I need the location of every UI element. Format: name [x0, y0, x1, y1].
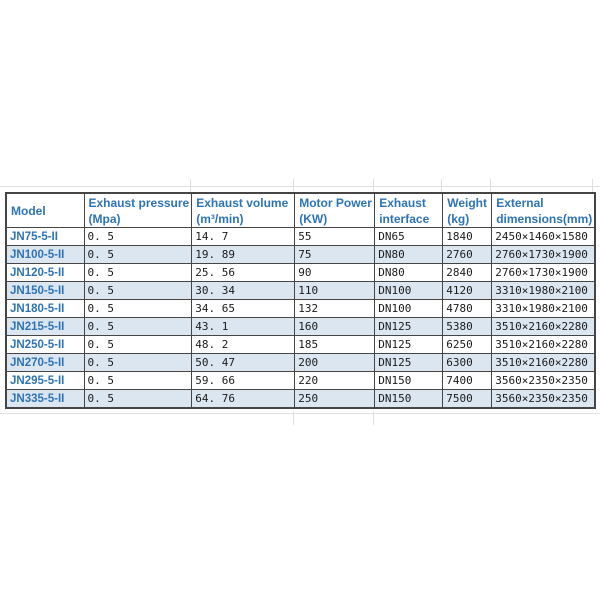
cell-exhaust_interface: DN80: [375, 246, 443, 264]
table-row: [6, 318, 595, 336]
header-line: interface: [379, 212, 430, 226]
cell-exhaust_volume: 48. 2: [192, 336, 295, 354]
header-line: Exhaust pressure: [88, 196, 190, 210]
cell-exhaust_pressure: 0. 5: [84, 390, 192, 409]
cell-exhaust_interface: DN125: [375, 318, 443, 336]
cell-weight: 4780: [443, 300, 492, 318]
table-row: [6, 390, 595, 409]
cell-exhaust_interface: DN125: [375, 336, 443, 354]
cell-external_dimensions: 3510×2160×2280: [492, 336, 596, 354]
cell-exhaust_volume: 14. 7: [192, 228, 295, 246]
cell-model: JN215-5-II: [6, 318, 84, 336]
cell-exhaust_interface: DN100: [375, 300, 443, 318]
column-header-weight: [443, 193, 492, 228]
cell-motor_power: 200: [295, 354, 375, 372]
column-header-motor_power: [295, 193, 375, 228]
cell-exhaust_volume: 25. 56: [192, 264, 295, 282]
cell-exhaust_interface: DN100: [375, 282, 443, 300]
cell-weight: 6300: [443, 354, 492, 372]
table-row: [6, 336, 595, 354]
header-line: Motor Power: [299, 196, 372, 210]
cell-motor_power: 185: [295, 336, 375, 354]
header-line: External: [496, 196, 544, 210]
cell-motor_power: 55: [295, 228, 375, 246]
gridline-artifact: [592, 179, 593, 192]
cell-model: JN335-5-II: [6, 390, 84, 409]
cell-model: JN120-5-II: [6, 264, 84, 282]
cell-external_dimensions: 2760×1730×1900: [492, 246, 596, 264]
table-row: [6, 282, 595, 300]
cell-external_dimensions: 3510×2160×2280: [492, 354, 596, 372]
cell-external_dimensions: 3310×1980×2100: [492, 300, 596, 318]
cell-motor_power: 220: [295, 372, 375, 390]
header-line: (m³/min): [196, 212, 244, 226]
cell-external_dimensions: 3560×2350×2350: [492, 372, 596, 390]
table-row: [6, 354, 595, 372]
cell-exhaust_pressure: 0. 5: [84, 228, 192, 246]
cell-external_dimensions: 3510×2160×2280: [492, 318, 596, 336]
cell-exhaust_interface: DN150: [375, 390, 443, 409]
cell-weight: 2760: [443, 246, 492, 264]
gridline-artifact: [441, 179, 442, 192]
cell-weight: 5380: [443, 318, 492, 336]
header-line: Model: [11, 203, 46, 218]
table-row: [6, 300, 595, 318]
table-body: [6, 228, 595, 409]
gridline-artifact: [373, 179, 374, 192]
header-line: dimensions(mm): [496, 212, 593, 226]
gridline-artifact: [373, 411, 374, 425]
cell-model: JN75-5-II: [6, 228, 84, 246]
cell-motor_power: 90: [295, 264, 375, 282]
cell-exhaust_volume: 34. 65: [192, 300, 295, 318]
cell-weight: 7500: [443, 390, 492, 409]
table-header: [6, 193, 595, 228]
cell-weight: 2840: [443, 264, 492, 282]
table-row: [6, 372, 595, 390]
cell-exhaust_pressure: 0. 5: [84, 282, 192, 300]
header-line: (Mpa): [88, 212, 121, 226]
cell-model: JN295-5-II: [6, 372, 84, 390]
cell-motor_power: 160: [295, 318, 375, 336]
header-line: Exhaust: [379, 196, 426, 210]
header-line: Exhaust volume: [196, 196, 289, 210]
cell-motor_power: 75: [295, 246, 375, 264]
cell-exhaust_pressure: 0. 5: [84, 336, 192, 354]
header-line: (KW): [299, 212, 328, 226]
spec-table: [5, 192, 596, 409]
gridline-artifact: [293, 179, 294, 192]
cell-weight: 7400: [443, 372, 492, 390]
cell-motor_power: 250: [295, 390, 375, 409]
gridline-artifact: [0, 186, 600, 187]
column-header-model: [6, 193, 84, 228]
cell-model: JN100-5-II: [6, 246, 84, 264]
cell-exhaust_volume: 30. 34: [192, 282, 295, 300]
cell-exhaust_pressure: 0. 5: [84, 318, 192, 336]
header-line: Weight: [447, 196, 487, 210]
cell-exhaust_pressure: 0. 5: [84, 246, 192, 264]
column-header-exhaust_interface: [375, 193, 443, 228]
cell-external_dimensions: 3560×2350×2350: [492, 390, 596, 409]
cell-weight: 4120: [443, 282, 492, 300]
cell-model: JN250-5-II: [6, 336, 84, 354]
cell-exhaust_pressure: 0. 5: [84, 354, 192, 372]
table-row: [6, 228, 595, 246]
gridline-artifact: [0, 413, 600, 414]
cell-exhaust_pressure: 0. 5: [84, 372, 192, 390]
gridline-artifact: [490, 179, 491, 192]
cell-external_dimensions: 2450×1460×1580: [492, 228, 596, 246]
cell-motor_power: 132: [295, 300, 375, 318]
cell-exhaust_interface: DN150: [375, 372, 443, 390]
cell-exhaust_volume: 19. 89: [192, 246, 295, 264]
cell-exhaust_interface: DN80: [375, 264, 443, 282]
gridline-artifact: [190, 179, 191, 192]
header-row: [6, 193, 595, 228]
cell-motor_power: 110: [295, 282, 375, 300]
cell-weight: 1840: [443, 228, 492, 246]
cell-exhaust_volume: 64. 76: [192, 390, 295, 409]
cell-model: JN150-5-II: [6, 282, 84, 300]
cell-model: JN270-5-II: [6, 354, 84, 372]
column-header-exhaust_pressure: [84, 193, 192, 228]
column-header-exhaust_volume: [192, 193, 295, 228]
cell-exhaust_volume: 50. 47: [192, 354, 295, 372]
gridline-artifact: [293, 411, 294, 425]
cell-external_dimensions: 2760×1730×1900: [492, 264, 596, 282]
cell-exhaust_pressure: 0. 5: [84, 264, 192, 282]
table-row: [6, 264, 595, 282]
cell-exhaust_pressure: 0. 5: [84, 300, 192, 318]
header-line: (kg): [447, 212, 470, 226]
column-header-external_dimensions: [492, 193, 596, 228]
cell-exhaust_volume: 59. 66: [192, 372, 295, 390]
cell-exhaust_interface: DN125: [375, 354, 443, 372]
cell-model: JN180-5-II: [6, 300, 84, 318]
cell-exhaust_volume: 43. 1: [192, 318, 295, 336]
table-row: [6, 246, 595, 264]
cell-external_dimensions: 3310×1980×2100: [492, 282, 596, 300]
cell-weight: 6250: [443, 336, 492, 354]
cell-exhaust_interface: DN65: [375, 228, 443, 246]
